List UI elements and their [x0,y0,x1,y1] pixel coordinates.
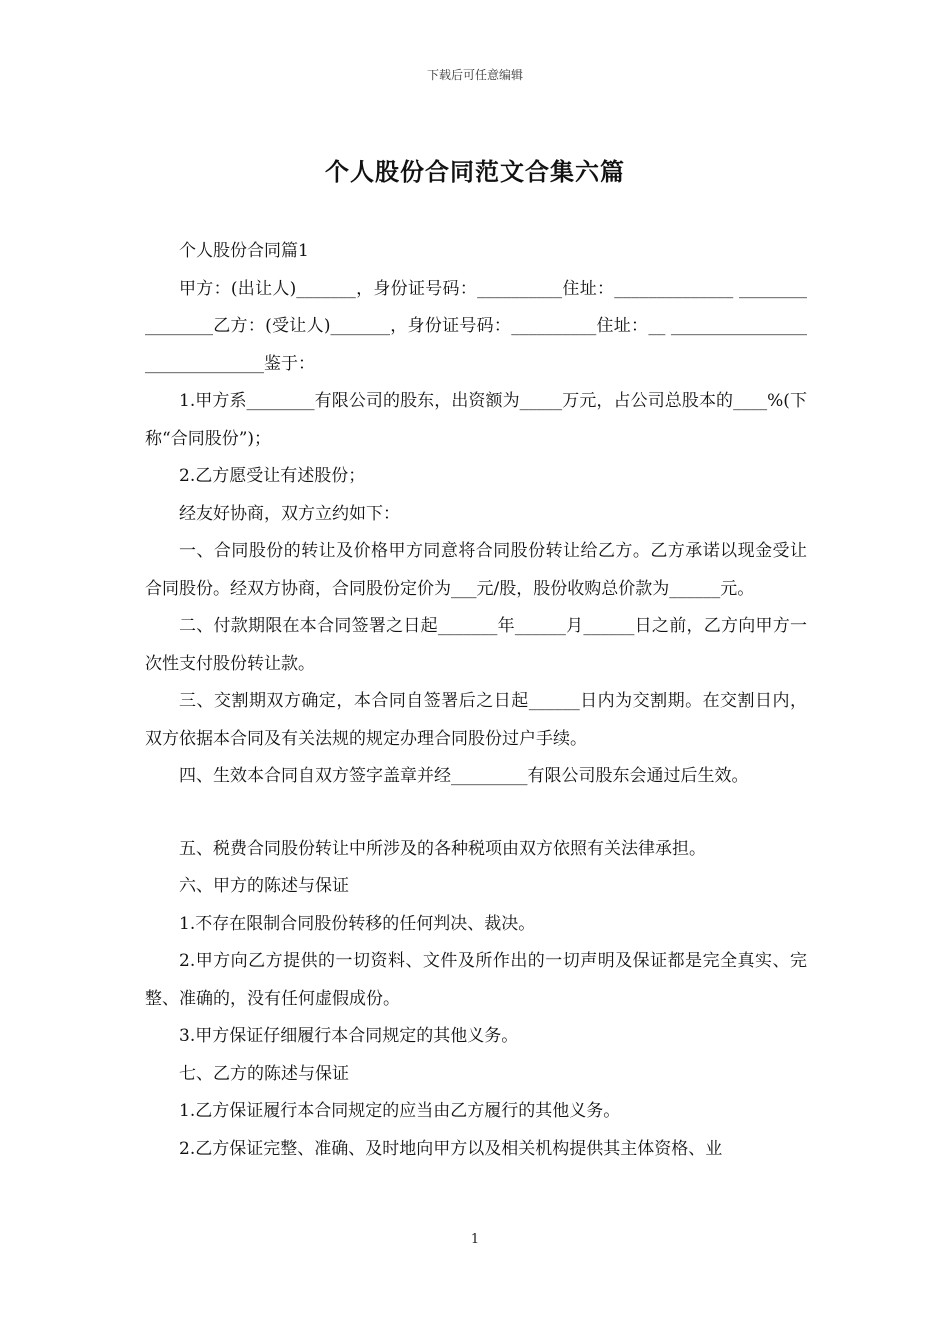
recital-item: 2.乙方愿受让有述股份； [179,466,366,486]
clause-paragraph: 二、付款期限在本合同签署之日起_______年______月______日之前，乙方向甲方一次性支付股份转让款。 [145,616,807,674]
parties-paragraph: 甲方：(出让人)_______，身份证号码：__________住址：______________ ________________乙方：(受让人)_______，身份证号码：__________住址：__ ______________________________鉴于： [145,278,807,374]
clause-paragraph: 一、合同股份的转让及价格甲方同意将合同股份转让给乙方。乙方承诺以现金受让合同股份。经双方协商，合同股份定价为___元/股，股份收购总价款为______元。 [145,541,807,599]
document-body [145,233,807,1168]
document-title: 个人股份合同范文合集六篇 [325,157,625,186]
clause-item: 2.甲方向乙方提供的一切资料、文件及所作出的一切声明及保证都是完全真实、完整、准确的，没有任何虚假成份。 [145,951,807,1009]
clause-heading: 六、甲方的陈述与保证 [179,876,349,896]
clause-paragraph: 四、生效本合同自双方签字盖章并经_________有限公司股东会通过后生效。 [179,766,749,786]
clause-paragraph: 三、交割期双方确定，本合同自签署后之日起______日内为交割期。在交割日内，双方依据本合同及有关法规的规定办理合同股份过户手续。 [145,691,807,749]
clause-item: 2.乙方保证完整、准确、及时地向甲方以及相关机构提供其主体资格、业 [179,1138,723,1159]
clause-paragraph: 五、税费合同股份转让中所涉及的各种税项由双方依照有关法律承担。 [179,838,706,859]
recital-item: 1.甲方系________有限公司的股东，出资额为_____万元，占公司总股本的____%(下称“合同股份”)； [145,391,807,449]
page-number: 1 [470,1232,480,1247]
section-heading: 个人股份合同篇1 [179,241,309,261]
agreement-intro: 经友好协商，双方立约如下： [179,503,400,524]
clause-item: 1.不存在限制合同股份转移的任何判决、裁决。 [179,913,536,934]
clause-item: 3.甲方保证仔细履行本合同规定的其他义务。 [179,1026,519,1046]
header-note: 下载后可任意编辑 [426,68,523,82]
clause-heading: 七、乙方的陈述与保证 [179,1063,349,1084]
clause-item: 1.乙方保证履行本合同规定的应当由乙方履行的其他义务。 [179,1101,621,1121]
